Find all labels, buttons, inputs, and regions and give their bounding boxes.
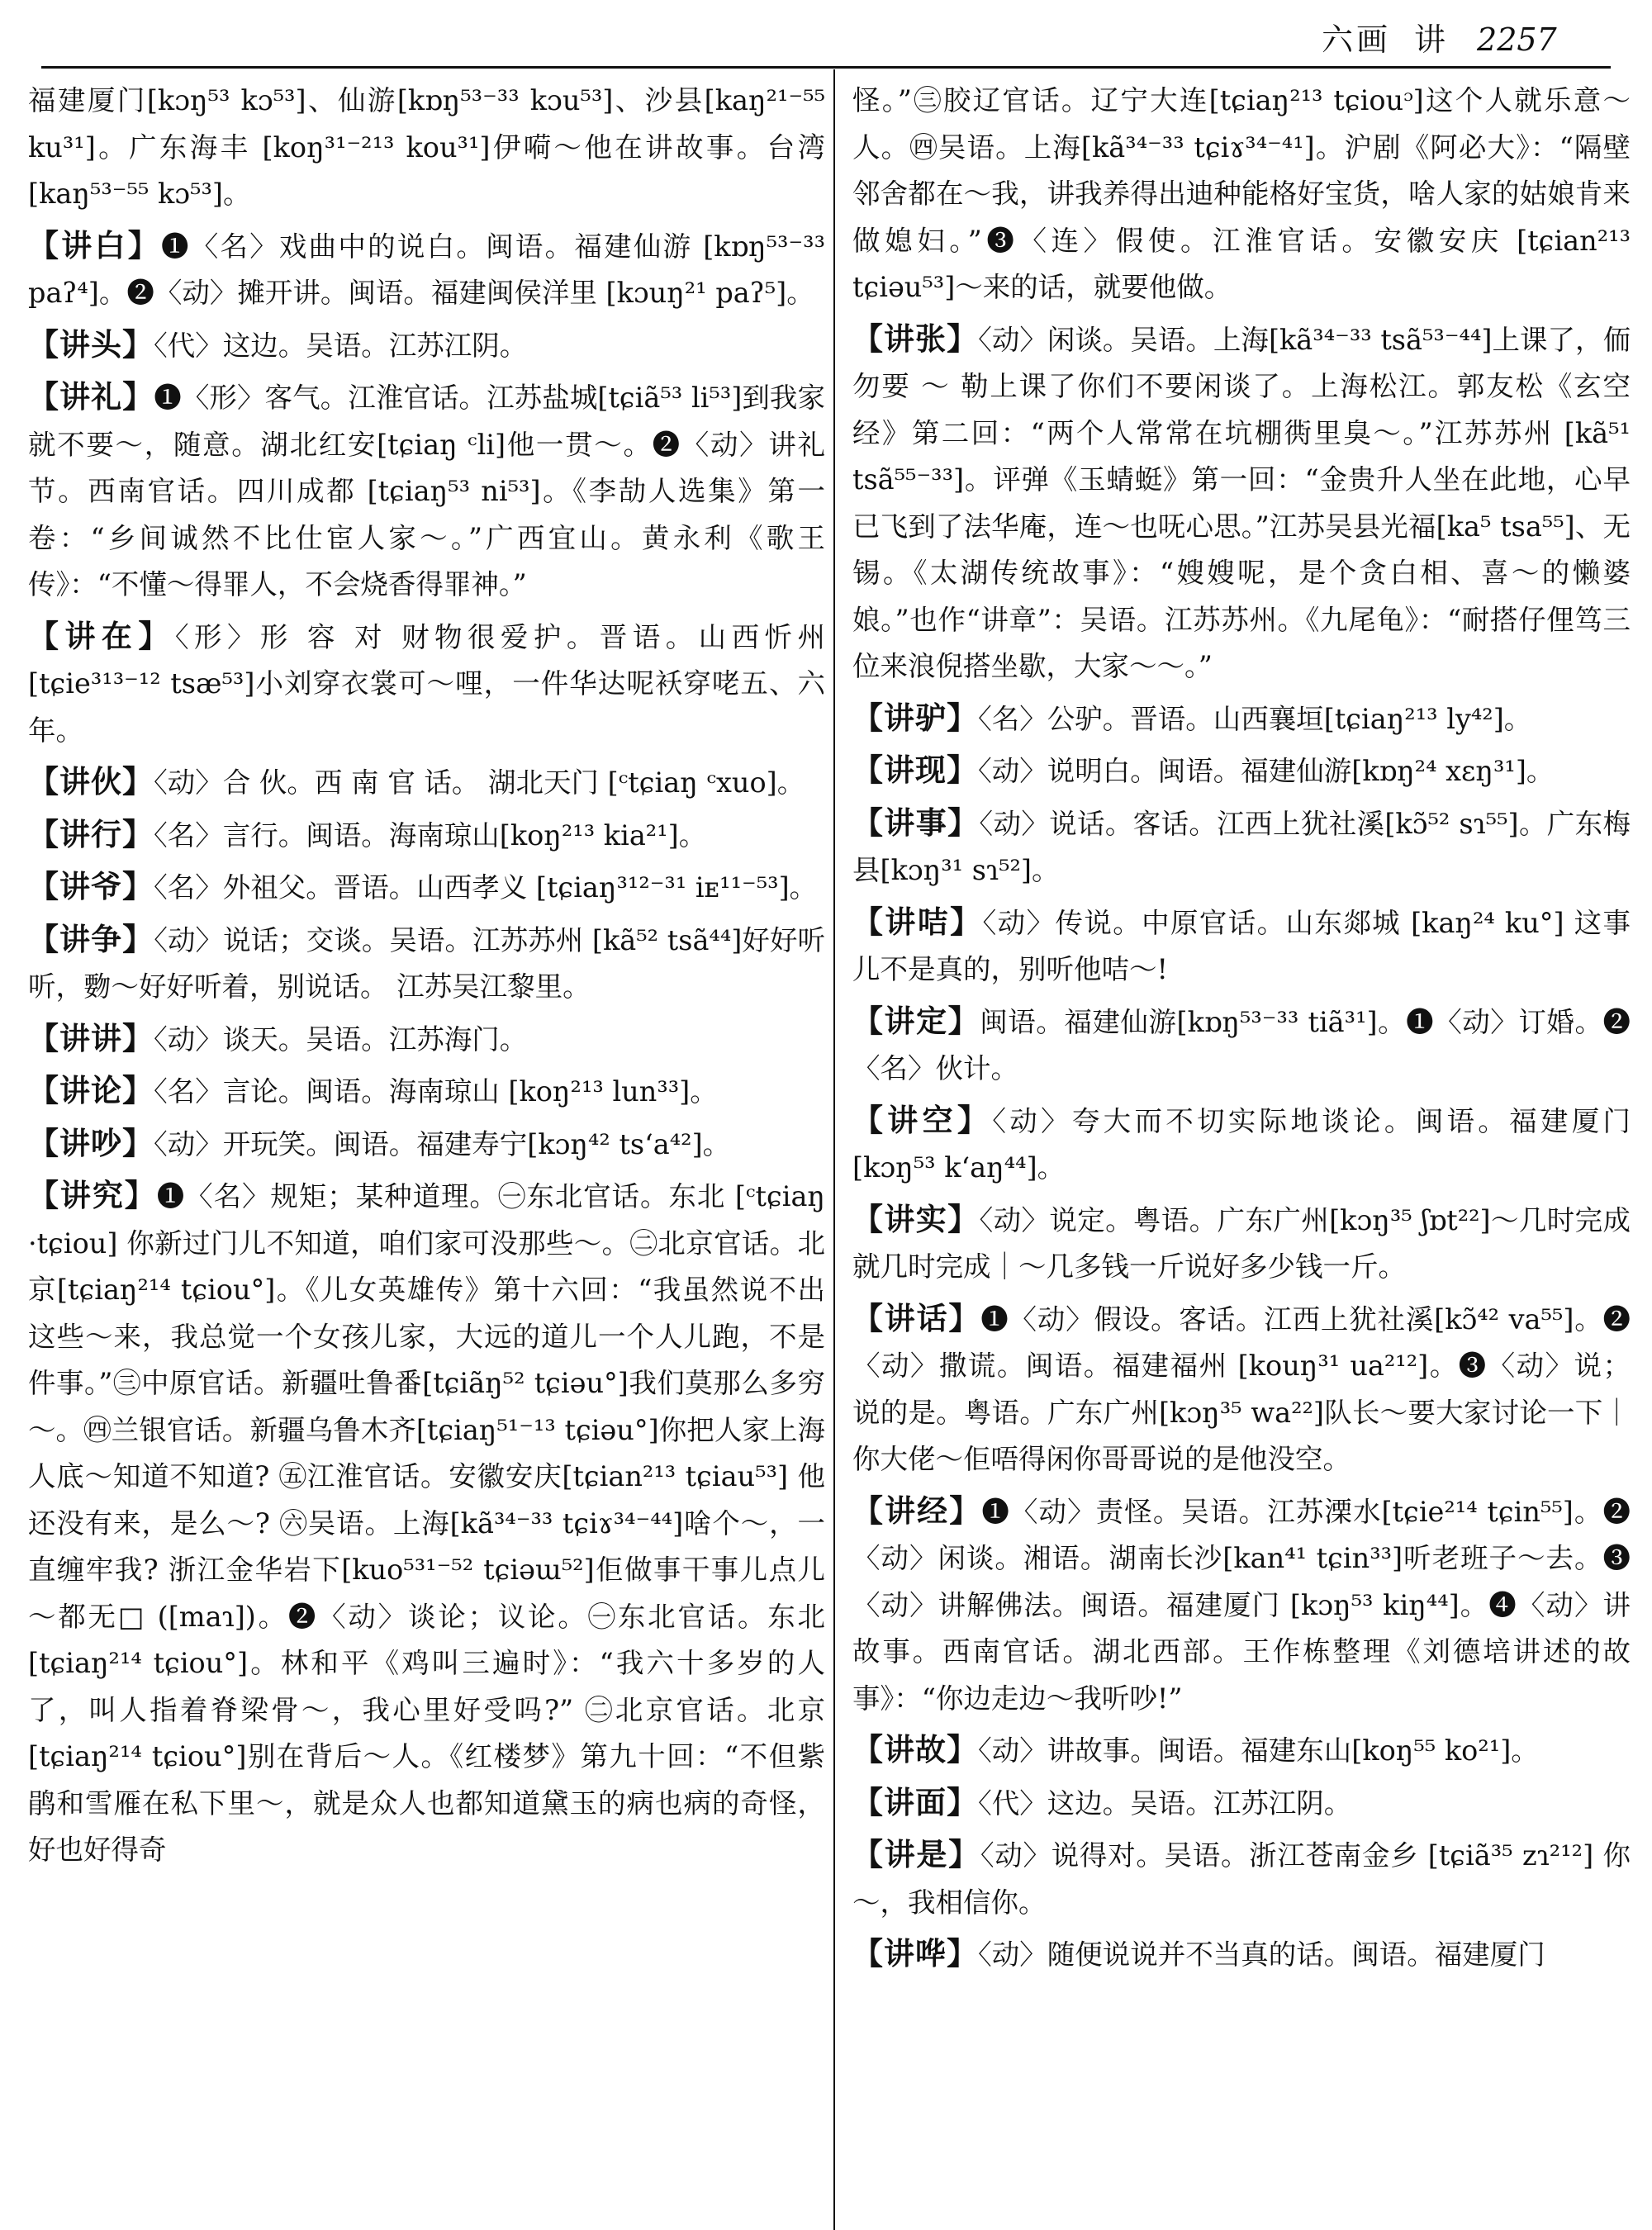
entry-headword: 【讲爷】 <box>28 868 154 904</box>
entry <box>852 1831 1631 1926</box>
entry <box>28 916 825 1011</box>
entry-headword: 【讲礼】 <box>28 378 154 415</box>
entry <box>28 613 825 755</box>
entry-headword: 【讲哗】 <box>852 1935 978 1971</box>
entry-body: 〈动〉说明白。闽语。福建仙游[kɒŋ²⁴ xɛŋ³¹]。 <box>978 755 1555 787</box>
page-number: 2257 <box>1477 21 1557 58</box>
header-rule <box>41 66 1611 69</box>
entry-headword: 【讲行】 <box>28 815 154 852</box>
entry-body: 怪。”㊂胶辽官话。辽宁大连[tɕiaŋ²¹³ tɕiouᵓ]这个人就乐意～人。㊃吴语。上海[kã³⁴⁻³³ tɕiɤ³⁴⁻⁴¹]。沪剧《阿必大》：“隔壁邻舍都在～我，讲我养得出迪种能格好宝货，啥人家的姑娘肯来做媳妇。”❸〈连〉假使。江淮官话。安徽安庆 [tɕian²¹³ tɕiəu⁵³]～来的话，就要他做。 <box>852 84 1631 303</box>
entry-headword: 【讲驴】 <box>852 699 978 736</box>
entry <box>852 998 1631 1093</box>
entry-body: 〈动〉谈天。吴语。江苏海门。 <box>154 1022 528 1056</box>
entry-body: 闽语。福建仙游[kɒŋ⁵³⁻³³ tiã³¹]。❶〈动〉订婚。❷〈名〉伙计。 <box>852 1005 1631 1084</box>
entry <box>28 863 825 912</box>
entry-body: ❶〈动〉责怪。吴语。江苏溧水[tɕie²¹⁴ tɕin⁵⁵]。❷〈动〉闲谈。湘语。湖南长沙[kan⁴¹ tɕin³³]听老班子～去。❸〈动〉讲解佛法。闽语。福建厦门 [kɔŋ⁵³ kiŋ⁴⁴]。❹〈动〉讲故事。西南官话。湖北西部。王作栋整理《刘德培讲述的故事》：“你边走边～我听吵!” <box>852 1495 1631 1715</box>
entry <box>852 1196 1631 1291</box>
column-divider <box>833 69 835 2230</box>
entry <box>852 316 1631 690</box>
entry-body: 〈动〉随便说说并不当真的话。闽语。福建厦门 <box>978 1938 1545 1971</box>
entry-body: ❶〈动〉假设。客话。江西上犹社溪[kɔ̃⁴² va⁵⁵]。❷〈动〉撒谎。闽语。福建福州 [kouŋ³¹ ua²¹²]。❸〈动〉说；说的是。粤语。广东广州[kɔŋ³⁵ wa²²]队长～要大家讨论一下｜你大佬～佢唔得闲你哥哥说的是他没空。 <box>852 1302 1631 1475</box>
page-header <box>1322 15 1602 64</box>
entry-body: ❶〈名〉戏曲中的说白。闽语。福建仙游 [kɒŋ⁵³⁻³³ paʔ⁴]。❷〈动〉摊开讲。闽语。福建闽侯洋里 [kɔuŋ²¹ paʔ⁵]。 <box>28 230 825 309</box>
entry <box>28 222 825 317</box>
entry <box>28 1015 825 1064</box>
entry-body: 〈动〉说得对。吴语。浙江苍南金乡 [tɕiã³⁵ zɿ²¹²] 你～，我相信你。 <box>852 1839 1631 1919</box>
entry-body: 福建厦门[kɔŋ⁵³ kɔ⁵³]、仙游[kɒŋ⁵³⁻³³ kɔu⁵³]、沙县[kaŋ²¹⁻⁵⁵ ku³¹]。广东海丰 [koŋ³¹⁻²¹³ kou³¹]伊嗬～他在讲故事。台湾 [kaŋ⁵³⁻⁵⁵ kɔ⁵³]。 <box>28 84 825 210</box>
entry-headword: 【讲经】 <box>852 1492 982 1529</box>
entry-body: ❶〈形〉客气。江淮官话。江苏盐城[tɕiã⁵³ li⁵³]到我家就不要～，随意。湖北红安[tɕiaŋ ᶜli]他一贯～。❷〈动〉讲礼节。西南官话。四川成都 [tɕiaŋ⁵³ ni⁵³]。《李劼人选集》第一卷：“乡间诚然不比仕宦人家～。”广西宜山。黄永利《歌王传》：“不懂～得罪人，不会烧香得罪神。” <box>28 382 825 600</box>
entry-headword: 【讲头】 <box>28 325 154 363</box>
right-column <box>852 76 1631 2223</box>
entry-body: 〈名〉公驴。晋语。山西襄垣[tɕiaŋ²¹³ ly⁴²]。 <box>978 702 1532 735</box>
entry <box>852 1097 1631 1192</box>
entry-headword: 【讲白】 <box>28 226 161 263</box>
entry <box>852 899 1631 994</box>
entry <box>852 1295 1631 1483</box>
entry-headword: 【讲在】 <box>28 617 175 654</box>
entry-body: ❶〈名〉规矩；某种道理。㊀东北官话。东北 [ᶜtɕiaŋ ·tɕiou] 你新过门儿不知道，咱们家可没那些～。㊁北京官话。北京[tɕiaŋ²¹⁴ tɕiou°]。《儿女英雄传》第十六回：“我虽然说不出这些～来，我总觉一个女孩儿家，大远的道儿一个人儿跑，不是件事。”㊂中原官话。新疆吐鲁番[tɕiãŋ⁵² tɕiəu°]我们莫那么多穷～。㊃兰银官话。新疆乌鲁木齐[tɕiaŋ⁵¹⁻¹³ tɕiəu°]你把人家上海人底～知道不知道? ㊄江淮官话。安徽安庆[tɕian²¹³ tɕiau⁵³] 他还没有来，是么～? ㊅吴语。上海[kã³⁴⁻³³ tɕiɤ³⁴⁻⁴⁴]啥个～，一直缠牢我? 浙江金华岩下[kuo⁵³¹⁻⁵² tɕiəɯ⁵²]佢做事干事儿点儿～都无□ ([maɿ])。❷〈动〉谈论；议论。㊀东北官话。东北[tɕiaŋ²¹⁴ tɕiou°]。林和平《鸡叫三遍时》：“我六十多岁的人了，叫人指着脊梁骨～，我心里好受吗?” ㊁北京官话。北京[tɕiaŋ²¹⁴ tɕiou°]别在背后～人。《红楼梦》第九十回：“不但紫鹃和雪雁在私下里～，就是众人也都知道黛玉的病也病的奇怪，好也好得奇 <box>28 1180 825 1866</box>
entry-headword: 【讲话】 <box>852 1299 981 1336</box>
entry-body: 〈动〉开玩笑。闽语。福建寿宁[kɔŋ⁴² tsʻa⁴²]。 <box>154 1127 731 1160</box>
entry-body: 〈形〉形 容 对 财物很爱护。晋语。山西忻州 [tɕie³¹³⁻¹² tsæ⁵³]小刘穿衣裳可～哩，一件华达呢袄穿咾五、六年。 <box>28 620 825 747</box>
entry <box>852 747 1631 795</box>
entry-body: 〈动〉说话。客话。江西上犹社溪[kɔ̃⁵² sɿ⁵⁵]。广东梅县[kɔŋ³¹ sɿ⁵²]。 <box>852 807 1631 886</box>
entry-headword: 【讲故】 <box>852 1731 978 1767</box>
entry <box>28 1120 825 1169</box>
entry-headword: 【讲是】 <box>852 1836 980 1872</box>
entry <box>28 373 825 609</box>
header-radical: 六画 <box>1322 21 1392 58</box>
entry-headword: 【讲吵】 <box>28 1124 154 1161</box>
entry-headword: 【讲伙】 <box>28 763 154 799</box>
entry <box>852 1487 1631 1723</box>
entry <box>852 76 1631 311</box>
entry <box>852 1726 1631 1775</box>
entry-body: 〈动〉说定。粤语。广东广州[kɔŋ³⁵ ʃɒt²²]～几时完成就几时完成｜～几多钱一斤说好多少钱一斤。 <box>852 1203 1631 1283</box>
entry-headword: 【讲空】 <box>852 1101 993 1138</box>
entry-headword: 【讲实】 <box>852 1200 980 1237</box>
entry <box>28 811 825 860</box>
entry-headword: 【讲究】 <box>28 1177 157 1213</box>
entry <box>852 1779 1631 1828</box>
entry <box>28 1172 825 1874</box>
entry-headword: 【讲张】 <box>852 320 979 357</box>
entry-headword: 【讲定】 <box>852 1002 980 1039</box>
entry-body: 〈名〉外祖父。晋语。山西孝义 [tɕiaŋ³¹²⁻³¹ iᴇ¹¹⁻⁵³]。 <box>154 871 818 904</box>
entry <box>28 1067 825 1116</box>
left-column <box>28 76 825 2223</box>
entry-headword: 【讲论】 <box>28 1072 154 1108</box>
entry-headword: 【讲咭】 <box>852 903 983 940</box>
entry <box>852 1930 1631 1979</box>
entry-headword: 【讲面】 <box>852 1783 978 1820</box>
entry <box>28 76 825 218</box>
entry <box>852 695 1631 743</box>
entry-body: 〈动〉说话；交谈。吴语。江苏苏州 [kã⁵² tsã⁴⁴]好好听听，覅～好好听着，别说话。 江苏吴江黎里。 <box>28 923 825 1003</box>
entry <box>28 758 825 807</box>
entry-body: 〈动〉合 伙。西 南 官 话。 湖北天门 [ᶜtɕiaŋ ᶜxuo]。 <box>154 766 805 799</box>
header-character: 讲 <box>1414 21 1446 58</box>
entry-body: 〈动〉传说。中原官话。山东郯城 [kaŋ²⁴ ku°] 这事儿不是真的，别听他咭～! <box>852 906 1631 985</box>
entry-body: 〈名〉言论。闽语。海南琼山 [koŋ²¹³ lun³³]。 <box>154 1075 718 1108</box>
entry-body: 〈动〉夸大而不切实际地谈论。闽语。福建厦门 [kɔŋ⁵³ kʻaŋ⁴⁴]。 <box>852 1104 1631 1184</box>
entry-body: 〈名〉言行。闽语。海南琼山[koŋ²¹³ kia²¹]。 <box>154 818 707 852</box>
entry-headword: 【讲争】 <box>28 920 154 957</box>
entry-body: 〈动〉闲谈。吴语。上海[kã³⁴⁻³³ tsã⁵³⁻⁴⁴]上课了，侕勿要 ～ 勒上课了你们不要闲谈了。上海松江。郭友松《玄空经》第二回：“两个人常常在坑棚衖里臭～。”江苏苏州 [kã⁵¹ tsã⁵⁵⁻³³]。评弹《玉蜻蜓》第一回：“金贵升人坐在此地，心早已飞到了法华庵，连～也呒心思。”江苏吴县光福[ka⁵ tsa⁵⁵]、无锡。《太湖传统故事》：“嫂嫂呢，是个贪白相、喜～的懒婆娘。”也作“讲章”：吴语。江苏苏州。《九尾龟》：“耐搭仔俚笃三位来浪倪搭坐歇，大家～～。” <box>852 323 1631 682</box>
entry <box>852 799 1631 894</box>
entry-body: 〈代〉这边。吴语。江苏江阴。 <box>978 1786 1352 1820</box>
entry-body: 〈动〉讲故事。闽语。福建东山[koŋ⁵⁵ ko²¹]。 <box>978 1734 1539 1767</box>
entry-headword: 【讲现】 <box>852 752 978 788</box>
entry-headword: 【讲事】 <box>852 804 980 841</box>
entry-headword: 【讲讲】 <box>28 1019 154 1056</box>
entry-body: 〈代〉这边。吴语。江苏江阴。 <box>154 329 528 362</box>
entry <box>28 321 825 370</box>
